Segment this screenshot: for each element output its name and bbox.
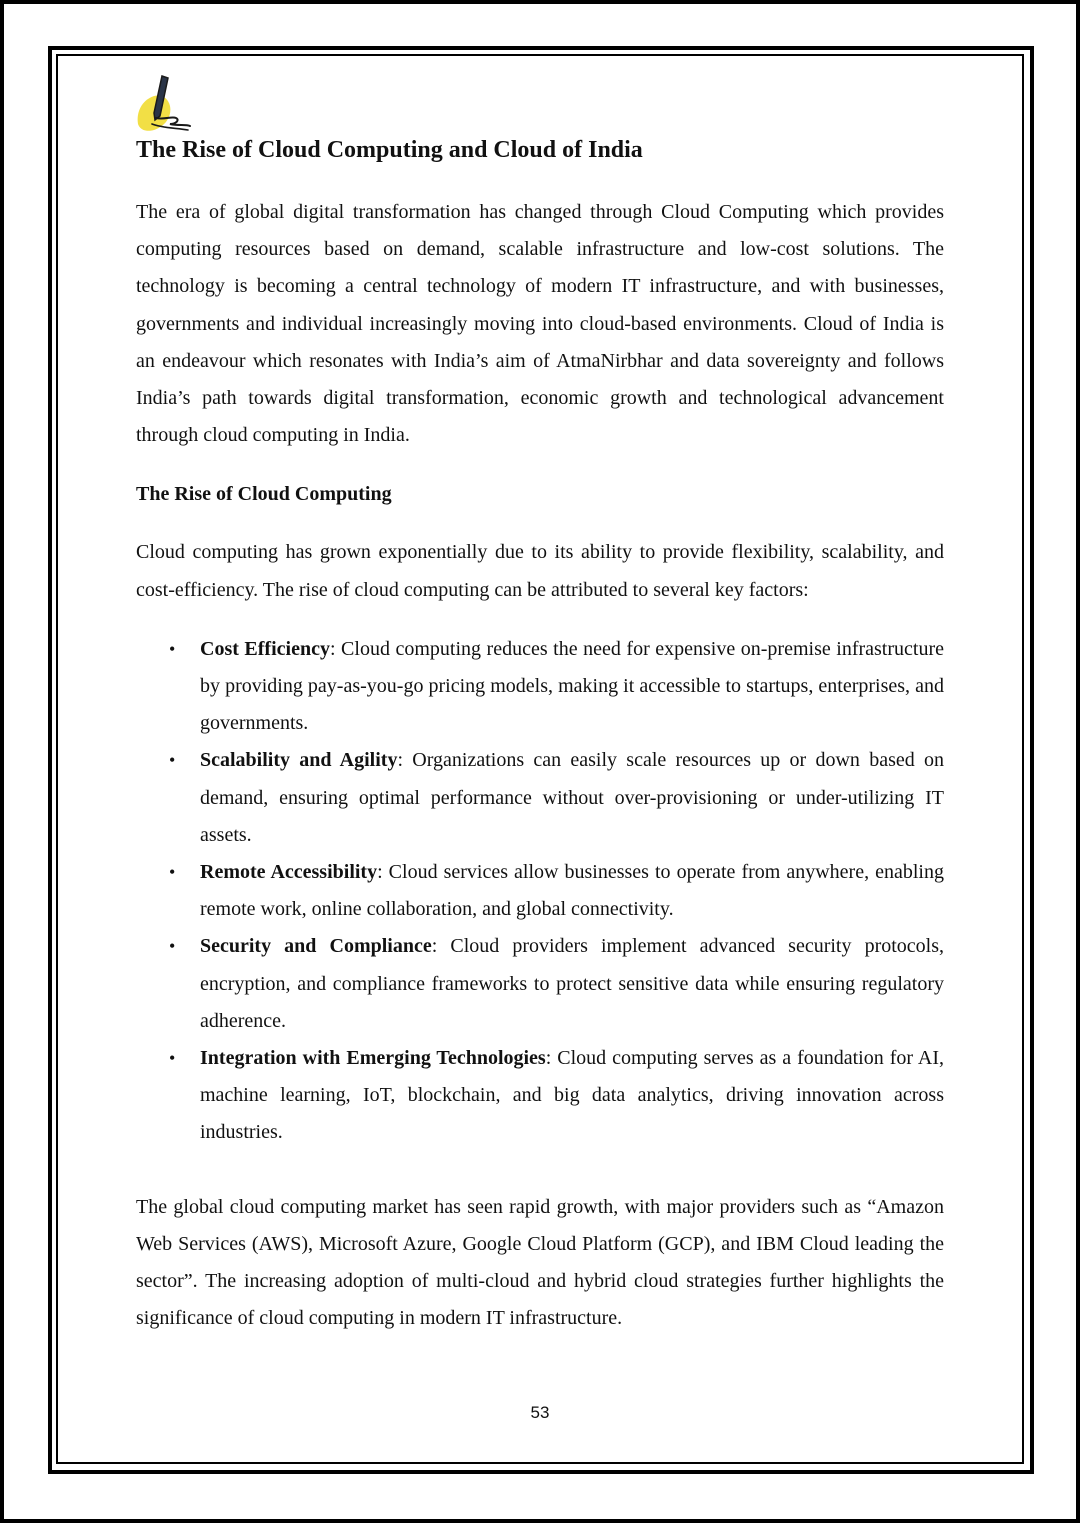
document-body xyxy=(136,130,944,1337)
intro-paragraph: The era of global digital transformation has changed through Cloud Computing which provides computing resources based on demand, scalable infrastructure and low-cost solutions. The technology is becoming a central technology of modern IT infrastructure, and with businesses, governments and individual increasingly moving into cloud-based environments. Cloud of India is an endeavour which resonates with India’s aim of AtmaNirbhar and data sovereignty and follows India’s path towards digital transformation, economic growth and technological advancement through cloud computing in India. xyxy=(136,201,944,447)
lead-paragraph: Cloud computing has grown exponentially due to its ability to provide flexibility, scalability, and cost-efficiency. The rise of cloud computing can be attributed to several key factors: xyxy=(136,541,944,601)
bullet-text: : Organizations can easily scale resources up or down based on demand, ensuring optimal performance without over-provisioning or under-utilizing IT assets. xyxy=(200,749,944,846)
bullet-text: : Cloud computing reduces the need for expensive on-premise infrastructure by providing pay-as-you-go pricing models, making it accessible to startups, enterprises, and governments. xyxy=(200,637,944,735)
bullet-term: Integration with Emerging Technologies xyxy=(200,1047,546,1070)
factor-list xyxy=(136,631,944,1152)
bullet-marker: • xyxy=(169,936,176,957)
closing-paragraph: The global cloud computing market has seen rapid growth, with major providers such as “Amazon Web Services (AWS), Microsoft Azure, Google Cloud Platform (GCP), and IBM Cloud leading the sector”. The increasing adoption of multi-cloud and hybrid cloud strategies further highlights the significance of cloud computing in modern IT infrastructure. xyxy=(136,1195,944,1330)
document-title: The Rise of Cloud Computing and Cloud of India xyxy=(136,137,643,163)
list-item xyxy=(136,631,944,743)
pen-writing-icon xyxy=(132,72,202,134)
bullet-marker: • xyxy=(169,750,176,771)
bullet-text: : Cloud computing serves as a foundation for AI, machine learning, IoT, blockchain, and big data analytics, driving innovation across industries. xyxy=(200,1047,944,1144)
bullet-text: : Cloud providers implement advanced security protocols, encryption, and compliance frameworks to protect sensitive data while ensuring regulatory adherence. xyxy=(200,935,945,1032)
bullet-marker: • xyxy=(169,1048,176,1069)
list-item xyxy=(136,1040,944,1152)
page-number: 53 xyxy=(530,1403,550,1422)
bullet-marker: • xyxy=(169,638,176,659)
bullet-term: Security and Compliance xyxy=(200,935,432,958)
list-item xyxy=(136,854,944,928)
bullet-marker: • xyxy=(169,862,176,883)
bullet-term: Remote Accessibility xyxy=(200,861,378,884)
bullet-term: Cost Efficiency xyxy=(200,637,330,660)
bullet-term: Scalability and Agility xyxy=(200,749,398,772)
bullet-text: : Cloud services allow businesses to operate from anywhere, enabling remote work, online collaboration, and global connectivity. xyxy=(200,861,944,921)
section-heading: The Rise of Cloud Computing xyxy=(136,483,392,506)
list-item xyxy=(136,928,944,1040)
list-item xyxy=(136,742,944,854)
